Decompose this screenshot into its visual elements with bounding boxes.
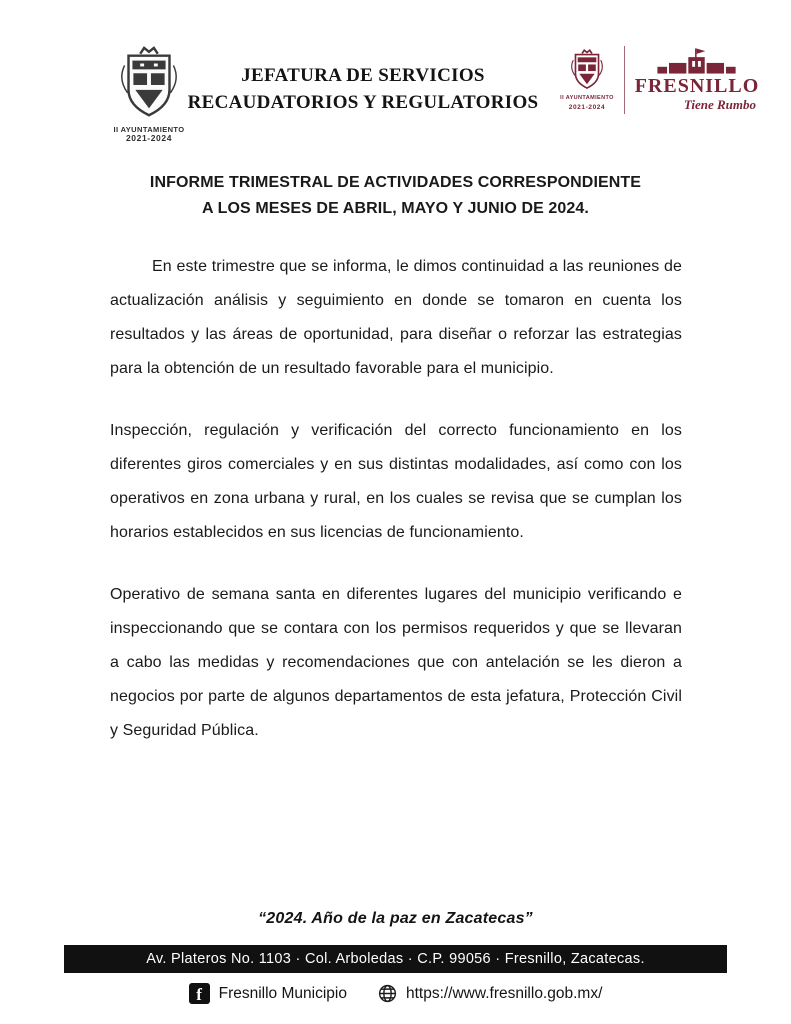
address-text: Av. Plateros No. 1103 · Col. Arboledas · C.P. 99056 · Fresnillo, Zacatecas. <box>146 951 645 967</box>
report-paragraph-1: En este trimestre que se informa, le dimos continuidad a las reuniones de actualización análisis y seguimiento en donde se tomaron en cuenta los resultados y las áreas de oportunidad, para diseñar o reforzar las estrategias para la obtención de un resultado favorable para el municipio. <box>110 258 682 377</box>
department-title <box>182 62 544 116</box>
report-body <box>110 250 682 748</box>
seal-small-caption-line2: 2021-2024 <box>568 104 606 111</box>
report-title-line1: INFORME TRIMESTRAL DE ACTIVIDADES CORRESPONDIENTE <box>149 174 642 191</box>
report-paragraph-2: Inspección, regulación y verificación del correcto funcionamiento en los diferentes giros comerciales y en sus distintas modalidades, así como con los operativos en zona urbana y rural, en los cuales se revisa que se cumplan los horarios establecidos en sus licencias de funcionamiento. <box>110 422 682 541</box>
seal-caption-line1: II AYUNTAMIENTO <box>113 125 185 134</box>
building-icon <box>641 48 753 74</box>
address-bar <box>64 945 727 973</box>
seal-small-caption <box>556 94 618 112</box>
coat-of-arms-icon <box>109 44 189 124</box>
facebook-handle: Fresnillo Municipio <box>218 984 347 1002</box>
department-title-line1: JEFATURA DE SERVICIOS <box>241 65 485 86</box>
report-title-line2: A LOS MESES DE ABRIL, MAYO Y JUNIO DE 2024. <box>202 200 589 217</box>
report-paragraph-3: Operativo de semana santa en diferentes lugares del municipio verificando e inspeccionando que se contara con los permisos requeridos y que se llevaran a cabo las medidas y recomendaciones que con antelación se les dieron a negocios por parte de algunos departamentos de esta jefatura, Protección Civil y Seguridad Pública. <box>110 586 682 739</box>
contact-row <box>0 983 791 1004</box>
municipal-seal <box>104 44 194 143</box>
department-title-line2: RECAUDATORIOS Y REGULATORIOS <box>187 92 539 113</box>
fresnillo-logo <box>634 48 760 113</box>
website-url: https://www.fresnillo.gob.mx/ <box>405 984 603 1002</box>
coat-of-arms-small-icon <box>565 48 609 93</box>
facebook-icon: f <box>189 983 210 1004</box>
municipal-seal-small <box>556 48 618 112</box>
seal-small-caption-line1: II AYUNTAMIENTO <box>560 95 614 101</box>
header-divider <box>624 46 625 114</box>
seal-caption-line2: 2021-2024 <box>125 133 173 143</box>
seal-caption <box>104 125 194 143</box>
brand-name: FRESNILLO <box>634 74 760 97</box>
brand-tagline: Tiene Rumbo <box>683 96 756 112</box>
header-brand-group <box>556 46 760 114</box>
footer-slogan: “2024. Año de la paz en Zacatecas” <box>258 910 533 927</box>
globe-icon <box>377 983 398 1004</box>
report-title <box>0 170 791 222</box>
